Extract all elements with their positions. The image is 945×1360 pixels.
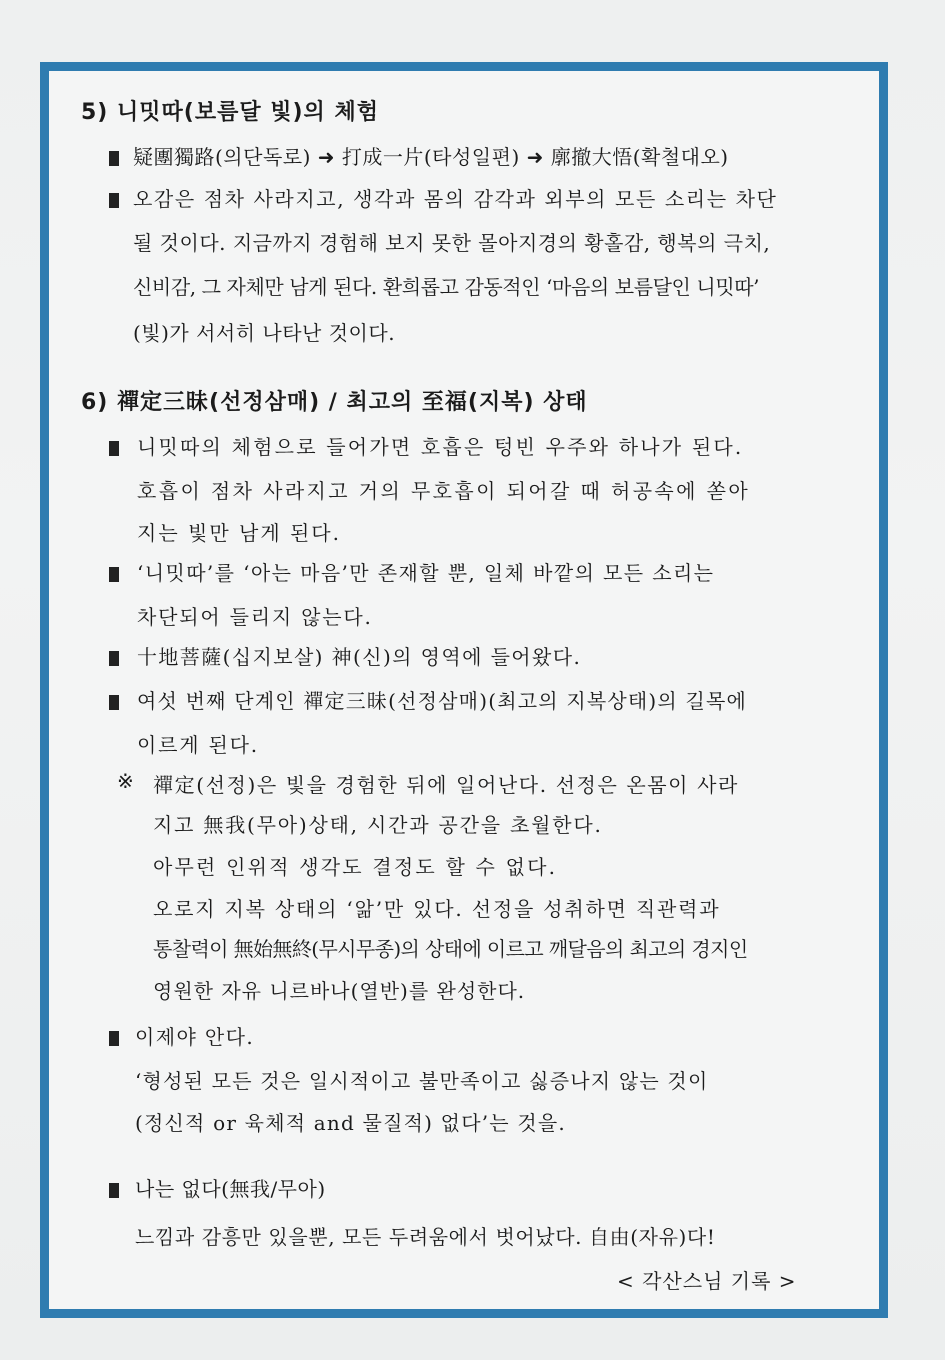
text-line: 지고 無我(무아)상태, 시간과 공간을 초월한다. [153,813,603,837]
text-line: 될 것이다. 지금까지 경험해 보지 못한 몰아지경의 황홀감, 행복의 극치, [133,231,771,255]
document-content [49,71,879,1309]
text-line: 지는 빛만 남게 된다. [137,521,341,545]
text-line: (정신적 or 육체적 and 물질적) 없다’는 것을. [135,1111,566,1135]
bullet-square [109,1183,119,1198]
text-line: 오감은 점차 사라지고, 생각과 몸의 감각과 외부의 모든 소리는 차단 [133,187,778,211]
bullet-square [109,695,119,710]
text-line: 영원한 자유 니르바나(열반)를 완성한다. [153,979,526,1003]
text-line: 호흡이 점차 사라지고 거의 무호흡이 되어갈 때 허공속에 쏟아 [137,479,751,503]
text-line: (빛)가 서서히 나타난 것이다. [133,321,396,345]
author-signature: < 각산스님 기록 > [617,1269,797,1293]
bullet-square [109,193,119,208]
text-line: 나는 없다(無我/무아) [135,1177,326,1201]
bullet-square [109,567,119,582]
document-frame [40,62,888,1318]
bullet-square [109,1031,119,1046]
bullet-square [109,651,119,666]
text-line: 여섯 번째 단계인 禪定三昧(선정삼매)(최고의 지복상태)의 길목에 [137,689,748,713]
text-line: 통찰력이 無始無終(무시무종)의 상태에 이르고 깨달음의 최고의 경지인 [153,937,748,961]
bullet-square [109,441,119,456]
section-5-title: 5) 니밋따(보름달 빛)의 체험 [81,100,379,125]
text-line: 이제야 안다. [135,1025,255,1049]
text-line: ‘니밋따’를 ‘아는 마음’만 존재할 뿐, 일체 바깥의 모든 소리는 [137,561,715,585]
text-line: 느낌과 감흥만 있을뿐, 모든 두려움에서 벗어났다. 自由(자유)다! [135,1225,716,1249]
text-line: 신비감, 그 자체만 남게 된다. 환희롭고 감동적인 ‘마음의 보름달인 니밋따’ [133,275,760,299]
section-6-title: 6) 禪定三昧(선정삼매) / 최고의 至福(지복) 상태 [81,390,588,415]
text-line: 이르게 된다. [137,733,259,757]
text-line: 十地菩薩(십지보살) 神(신)의 영역에 들어왔다. [137,645,582,669]
text-line: 오로지 지복 상태의 ‘앎’만 있다. 선정을 성취하면 직관력과 [153,897,721,921]
text-line: 아무런 인위적 생각도 결정도 할 수 없다. [153,855,558,879]
text-line: 禪定(선정)은 빛을 경험한 뒤에 일어난다. 선정은 온몸이 사라 [153,773,739,797]
bullet-square [109,151,119,166]
text-line: 차단되어 들리지 않는다. [137,605,373,629]
reference-mark: ※ [117,769,134,793]
text-line: ‘형성된 모든 것은 일시적이고 불만족이고 싫증나지 않는 것이 [135,1069,709,1093]
text-line: 니밋따의 체험으로 들어가면 호흡은 텅빈 우주와 하나가 된다. [137,435,744,459]
text-line: 疑團獨路(의단독로) ➜ 打成一片(타성일편) ➜ 廓撤大悟(확철대오) [133,145,729,169]
